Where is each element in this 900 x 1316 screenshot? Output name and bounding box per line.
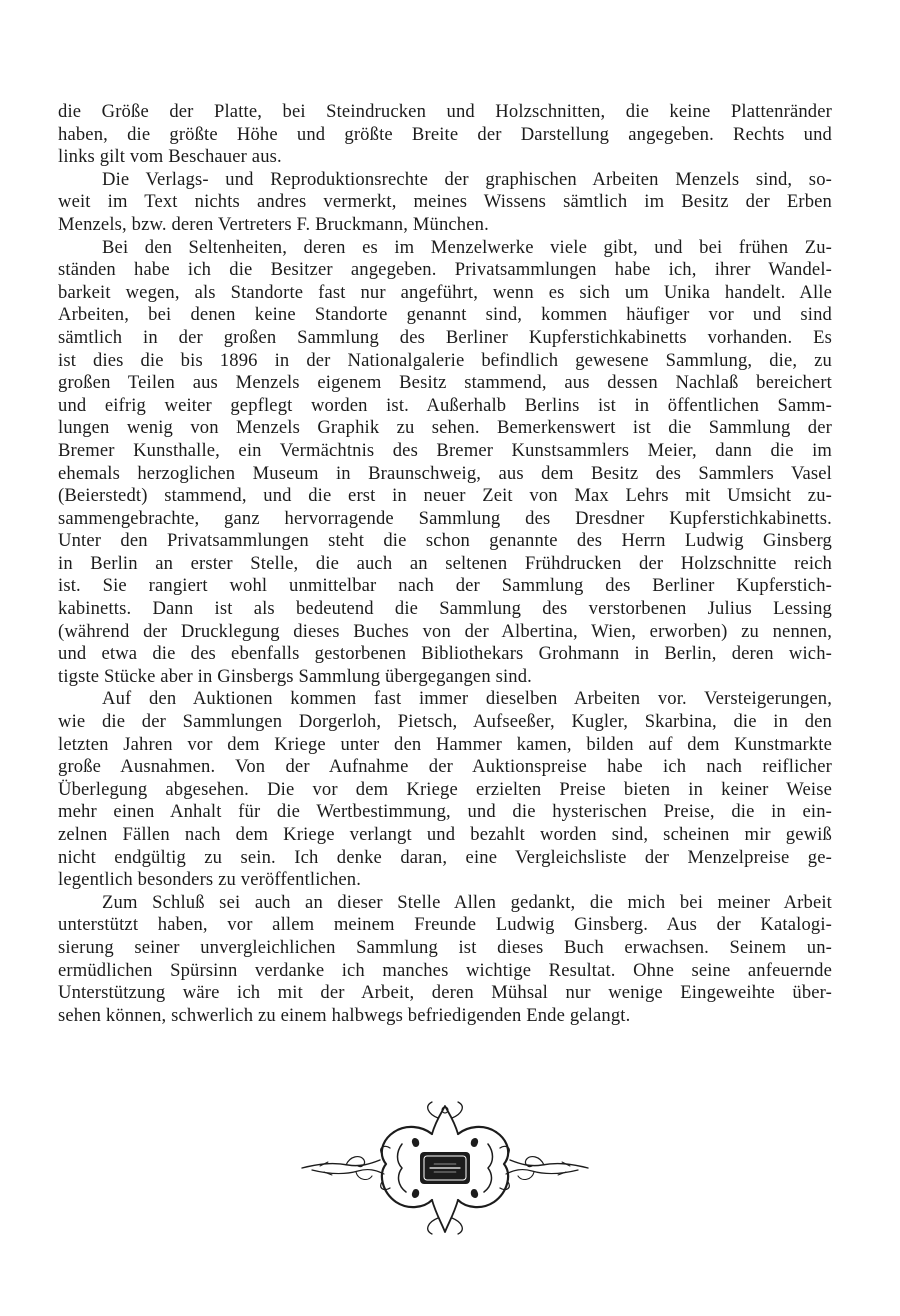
text-line: sämtlich in der großen Sammlung des Berliner Kupferstichkabinetts vorhanden. Es — [58, 326, 832, 348]
text-line: in Berlin an erster Stelle, die auch an seltenen Frühdrucken der Holzschnitte reich — [58, 552, 832, 574]
text-line: und eifrig weiter gepflegt worden ist. Außerhalb Berlins ist in öffentlichen Samm- — [58, 394, 832, 416]
text-line: Menzels, bzw. deren Vertreters F. Bruckmann, München. — [58, 213, 489, 235]
text-line: Auf den Auktionen kommen fast immer dieselben Arbeiten vor. Versteigerungen, — [102, 688, 832, 710]
text-line: haben, die größte Höhe und größte Breite der Darstellung angegeben. Rechts und — [58, 123, 832, 145]
text-line: kabinetts. Dann ist als bedeutend die Sammlung des verstorbenen Julius Lessing — [58, 598, 832, 620]
text-line: ehemals herzoglichen Museum in Braunschweig, aus dem Besitz des Sammlers Vasel — [58, 462, 832, 484]
text-line: sehen können, schwerlich zu einem halbwegs befriedigenden Ende gelangt. — [58, 1004, 631, 1026]
text-line: wie die der Sammlungen Dorgerloh, Pietsch, Aufseeßer, Kugler, Skarbina, die in den — [58, 711, 832, 733]
text-line: Überlegung abgesehen. Die vor dem Kriege erzielten Preise bieten in keiner Weise — [58, 778, 832, 800]
text-line: unterstützt haben, vor allem meinem Freunde Ludwig Ginsberg. Aus der Katalogi- — [58, 914, 832, 936]
text-line: Arbeiten, bei denen keine Standorte genannt sind, kommen häufiger vor und sind — [58, 304, 832, 326]
paragraph-4 — [58, 688, 832, 891]
paragraph-5 — [58, 892, 832, 1028]
text-line: ständen habe ich die Besitzer angegeben. Privatsammlungen habe ich, ihrer Wandel- — [58, 259, 832, 281]
text-line: zelnen Fällen nach dem Kriege verlangt und bezahlt worden sind, scheinen mir gewiß — [58, 824, 832, 845]
text-line: großen Teilen aus Menzels eigenem Besitz stammend, aus dessen Nachlaß bereichert — [58, 372, 832, 394]
text-line: Bremer Kunsthalle, ein Vermächtnis des Bremer Kunstsammlers Meier, dann die im — [58, 439, 832, 461]
paragraph-3 — [58, 237, 832, 689]
text-line: tigste Stücke aber in Ginsbergs Sammlung übergegangen sind. — [58, 665, 532, 687]
text-line: barkeit wegen, als Standorte fast nur angeführt, wenn es sich um Unika handelt. Alle — [58, 281, 832, 303]
text-line: links gilt vom Beschauer aus. — [58, 146, 282, 168]
text-line: Zum Schluß sei auch an dieser Stelle Allen gedankt, die mich bei meiner Arbeit — [102, 891, 832, 913]
text-line: Unterstützung wäre ich mit der Arbeit, deren Mühsal nur wenige Eingeweihte über- — [58, 982, 832, 1004]
text-line: Unter den Privatsammlungen steht die schon genannte des Herrn Ludwig Ginsberg — [58, 530, 832, 552]
text-line: sierung seiner unvergleichlichen Sammlung ist dieses Buch erwachsen. Seinem un- — [58, 936, 832, 958]
paragraph-2 — [58, 169, 832, 237]
text-line: lungen wenig von Menzels Graphik zu sehen. Bemerkenswert ist die Sammlung der — [58, 417, 832, 439]
ornament-vignette-icon — [298, 1098, 592, 1238]
text-line: letzten Jahren vor dem Kriege unter den Hammer kamen, bilden auf dem Kunstmarkte — [58, 733, 832, 755]
body-text — [58, 101, 832, 1027]
text-line: weit im Text nichts andres vermerkt, meines Wissens sämtlich im Besitz der Erben — [58, 191, 832, 213]
text-line: nicht endgültig zu sein. Ich denke daran, eine Vergleichsliste der Menzelpreise ge- — [58, 846, 832, 868]
text-line: legentlich besonders zu veröffentlichen. — [58, 869, 362, 891]
text-line: sammengebrachte, ganz hervorragende Sammlung des Dresdner Kupferstichkabinetts. — [58, 507, 832, 529]
text-line: ermüdlichen Spürsinn verdanke ich manches wichtige Resultat. Ohne seine anfeuernde — [58, 959, 832, 981]
text-line: (während der Drucklegung dieses Buches von der Albertina, Wien, erworben) zu nennen, — [58, 620, 832, 642]
text-line: ist. Sie rangiert wohl unmittelbar nach der Sammlung des Berliner Kupferstich- — [58, 575, 832, 597]
paragraph-1 — [58, 101, 832, 169]
text-line: Die Verlags- und Reproduktionsrechte der graphischen Arbeiten Menzels sind, so- — [102, 168, 832, 190]
text-line: Bei den Seltenheiten, deren es im Menzelwerke viele gibt, und bei frühen Zu- — [102, 236, 832, 258]
text-line: (Beierstedt) stammend, und die erst in neuer Zeit von Max Lehrs mit Umsicht zu- — [58, 485, 832, 507]
text-line: ist dies die bis 1896 in der Nationalgalerie befindlich gewesene Sammlung, die, zu — [58, 349, 832, 371]
text-line: und etwa die des ebenfalls gestorbenen Bibliothekars Grohmann in Berlin, deren wich- — [58, 643, 832, 665]
text-line: die Größe der Platte, bei Steindrucken und Holzschnitten, die keine Plattenränder — [58, 101, 832, 122]
text-line: mehr einen Anhalt für die Wertbestimmung, und die hysterischen Preise, die in ein- — [58, 801, 832, 823]
text-line: große Ausnahmen. Von der Aufnahme der Auktionspreise habe ich nach reiflicher — [58, 756, 832, 778]
